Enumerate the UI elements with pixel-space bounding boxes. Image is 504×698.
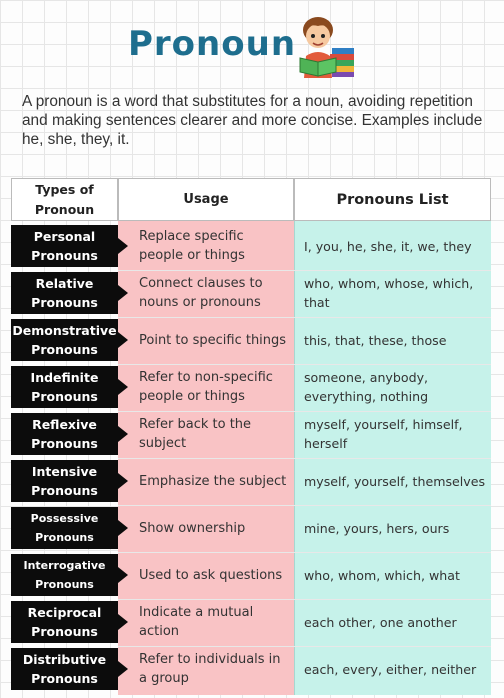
- pronoun-list: each other, one another: [304, 614, 457, 630]
- arrow-marker: [118, 379, 128, 395]
- arrow-marker: [118, 567, 128, 583]
- row-divider: [118, 458, 491, 459]
- pronoun-usage: Refer to individuals in a group: [139, 652, 281, 686]
- pronoun-list: someone, anybody, everything, nothing: [304, 370, 429, 404]
- pronoun-usage: Replace specific people or things: [139, 229, 245, 263]
- row-divider: [118, 552, 491, 553]
- header-list: Pronouns List: [294, 178, 491, 221]
- boy-reading-books-icon: [296, 14, 356, 78]
- header-usage: Usage: [118, 178, 294, 221]
- pronoun-usage: Indicate a mutual action: [139, 605, 254, 639]
- pronoun-type: Reflexive Pronouns: [11, 413, 118, 455]
- arrow-marker: [118, 614, 128, 630]
- pronoun-usage: Point to specific things: [139, 332, 287, 348]
- page-title: Pronoun: [128, 24, 297, 64]
- row-divider: [118, 646, 491, 647]
- table-row: [11, 225, 491, 269]
- arrow-marker: [118, 520, 128, 536]
- table-row: [11, 272, 491, 316]
- header: [0, 10, 504, 78]
- pronoun-type: Possessive Pronouns: [11, 507, 118, 549]
- intro-text: A pronoun is a word that substitutes for a noun, avoiding repetition and making sentences clearer and more concise. Examples include he, she, they, it.: [22, 93, 483, 148]
- table-row: [11, 554, 491, 598]
- pronoun-usage: Emphasize the subject: [139, 473, 287, 489]
- arrow-marker: [118, 285, 128, 301]
- pronoun-list: I, you, he, she, it, we, they: [304, 238, 472, 254]
- table-row: [11, 319, 491, 363]
- arrow-marker: [118, 332, 128, 348]
- table-row: [11, 413, 491, 457]
- pronoun-table: [11, 178, 491, 695]
- pronoun-usage: Used to ask questions: [139, 567, 283, 583]
- arrow-marker: [118, 473, 128, 489]
- pronoun-type: Distributive Pronouns: [11, 648, 118, 690]
- table-row: [11, 648, 491, 692]
- row-divider: [118, 599, 491, 600]
- row-divider: [118, 411, 491, 412]
- pronoun-usage: Connect clauses to nouns or pronouns: [139, 276, 263, 310]
- row-divider: [118, 270, 491, 271]
- pronoun-list: each, every, either, neither: [304, 661, 477, 677]
- pronoun-list: myself, yourself, himself, herself: [304, 417, 463, 451]
- pronoun-list: mine, yours, hers, ours: [304, 520, 450, 536]
- pronoun-type: Reciprocal Pronouns: [11, 601, 118, 643]
- pronoun-type: Interrogative Pronouns: [11, 554, 118, 596]
- row-divider: [118, 364, 491, 365]
- table-row: [11, 366, 491, 410]
- pronoun-type: Indefinite Pronouns: [11, 366, 118, 408]
- arrow-marker: [118, 238, 128, 254]
- pronoun-usage: Show ownership: [139, 520, 246, 536]
- row-divider: [118, 505, 491, 506]
- pronoun-type: Demonstrative Pronouns: [11, 319, 118, 361]
- pronoun-type: Relative Pronouns: [11, 272, 118, 314]
- pronoun-type: Intensive Pronouns: [11, 460, 118, 502]
- table-row: [11, 601, 491, 645]
- pronoun-usage: Refer back to the subject: [139, 417, 252, 451]
- pronoun-usage: Refer to non-specific people or things: [139, 370, 273, 404]
- header-types: Types of Pronoun: [11, 178, 118, 221]
- pronoun-type: Personal Pronouns: [11, 225, 118, 267]
- arrow-marker: [118, 661, 128, 677]
- row-divider: [118, 317, 491, 318]
- pronoun-list: this, that, these, those: [304, 332, 447, 348]
- pronoun-list: who, whom, whose, which, that: [304, 276, 474, 310]
- table-row: [11, 507, 491, 551]
- table-row: [11, 460, 491, 504]
- arrow-marker: [118, 426, 128, 442]
- pronoun-list: myself, yourself, themselves: [304, 473, 486, 489]
- pronoun-list: who, whom, which, what: [304, 567, 460, 583]
